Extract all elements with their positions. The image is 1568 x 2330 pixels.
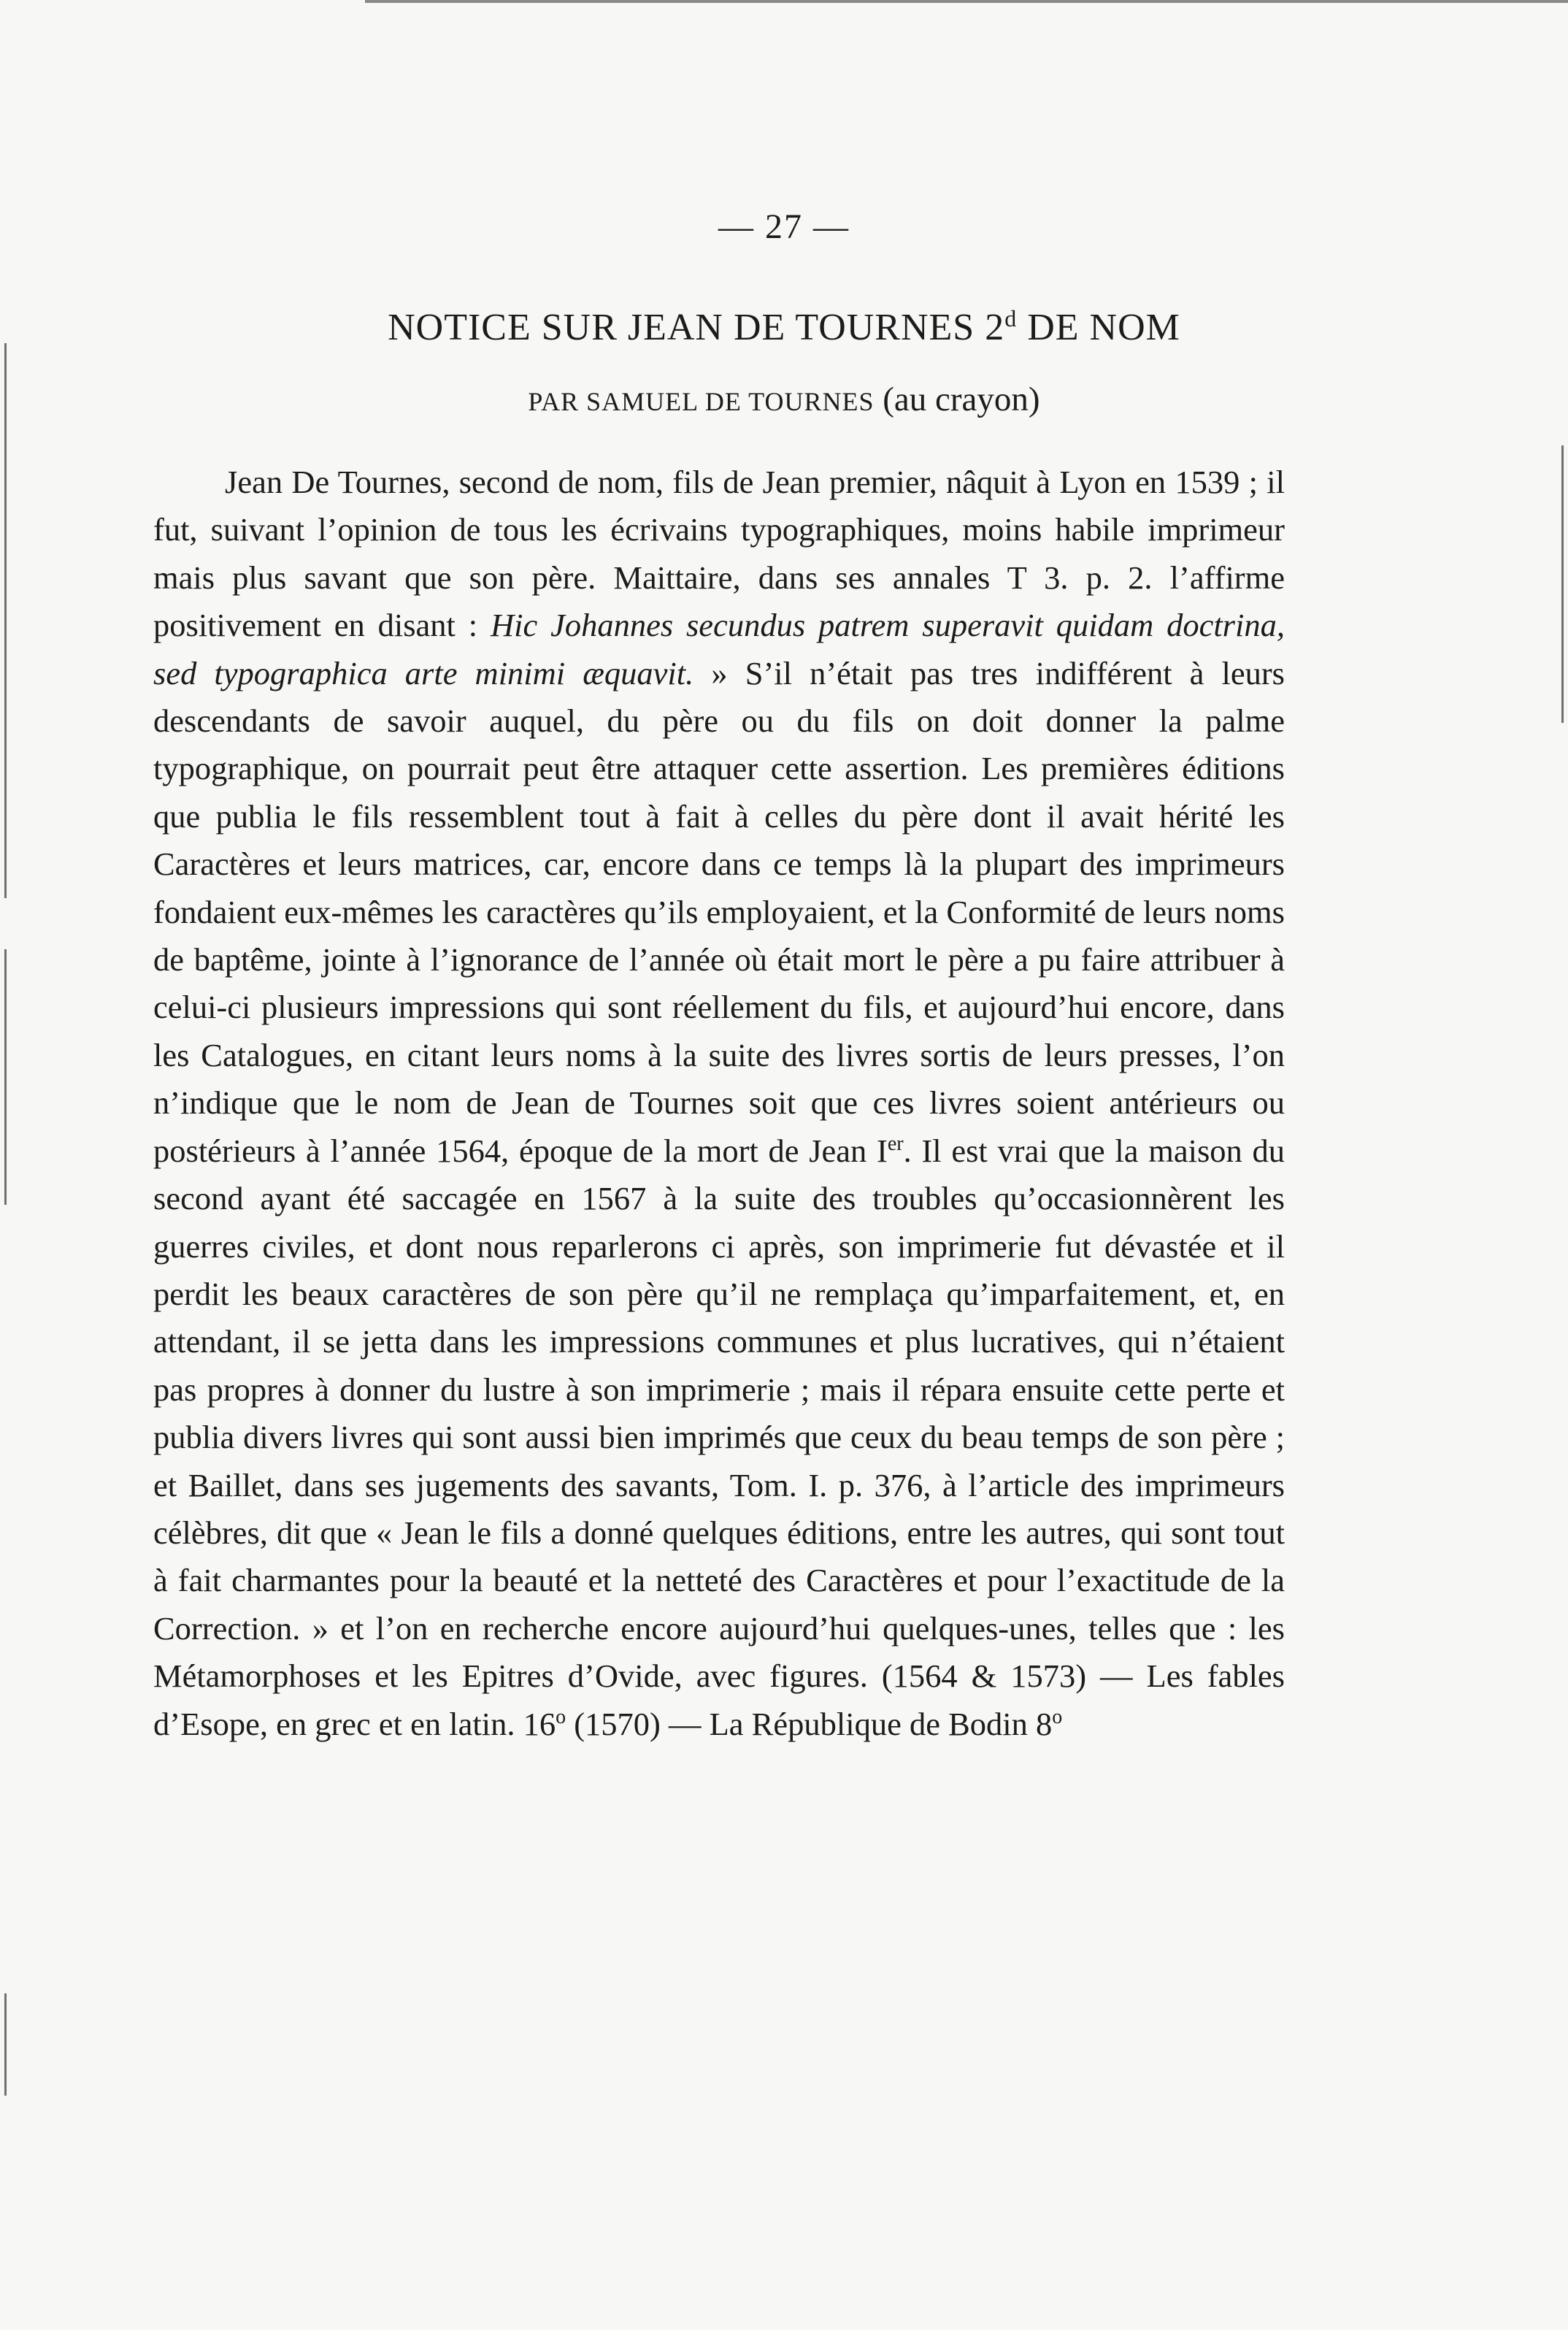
scan-right-edge [1561,445,1564,723]
scan-top-edge [365,0,1568,3]
subtitle-author: PAR SAMUEL DE TOURNES [528,387,875,416]
subtitle-note: (au crayon) [874,380,1040,418]
paragraph-text: (1570) — La République de Bodin 8 [566,1705,1053,1742]
scan-left-edge [4,949,7,1205]
paragraph [153,459,1285,1748]
paragraph-text: Jean De Tournes, second de nom, fils de Jean premier, nâquit à Lyon en 1539 ; il fut, suivant l’opinion de tous les écrivains typographiques, moins habile imprimeur mais plus savant que son père. Maittaire, dans ses annales T 3. p. 2. l’affirme positivement en disant : [153,464,1285,644]
paragraph-text: » S’il n’était pas tres indifférent à leurs descendants de savoir auquel, du père ou du fils on doit donner la palme typographique, on pourrait peut être attaquer cette assertion. Les premières éditions que publia le fils ressemblent tout à fait à celles du père dont il avait hérité les Caractères et leurs matrices, car, encore dans ce temps là la plupart des imprimeurs fondaient eux-mêmes les caractères qu’ils employaient, et la Conformité de leurs noms de baptême, jointe à l’ignorance de l’année où était mort le père a pu faire attribuer à celui-ci plusieurs impressions qui sont réellement du fils, et aujourd’hui encore, dans les Catalogues, en citant leurs noms à la suite des livres sortis de leurs presses, l’on n’indique que le nom de Jean de Tournes soit que ces livres soient antérieurs ou postérieurs à l’année 1564, époque de la mort de Jean I [153,654,1285,1169]
latin-quote: Hic Johannes secundus patrem superavit quidam doctrina, sed typographica arte minimi æquavit. [153,607,1285,691]
page-title [0,305,1568,349]
body-text [153,459,1285,1748]
title-end: DE NOM [1017,307,1180,348]
page-number: — 27 — [718,207,850,246]
paragraph-text: . Il est vrai que la maison du second ayant été saccagée en 1567 à la suite des troubles qu’occasionnèrent les guerres civiles, et dont nous reparlerons ci après, son imprimerie fut dévastée et il perdit les beaux caractères de son père qu’il ne remplaça qu’imparfaitement, et, en attendant, il se jetta dans les impressions communes et plus lucratives, qui n’étaient pas propres à donner du lustre à son imprimerie ; mais il répara ensuite cette perte et publia divers livres qui sont aussi bien imprimés que ceux du beau temps de son père ; et Baillet, dans ses jugements des savants, Tom. I. p. 376, à l’article des imprimeurs célèbres, dit que « Jean le fils a donné quelques éditions, entre les autres, qui sont tout à fait charmantes pour la beauté et la netteté des Caractères et pour l’exactitude de la Correction. » et l’on en recherche encore aujourd’hui quelques-unes, telles que : les Métamorphoses et les Epitres d’Ovide, avec figures. (1564 & 1573) — Les fables d’Esope, en grec et en latin. 16 [153,1132,1285,1742]
superscript: o [556,1705,566,1728]
scan-left-edge [4,343,7,898]
scan-left-edge [4,1993,7,2096]
title-superscript: d [1004,305,1018,332]
title-main: NOTICE SUR JEAN DE TOURNES 2 [388,307,1005,348]
superscript: er [887,1132,904,1155]
superscript: o [1052,1705,1063,1728]
page-subtitle [0,380,1568,419]
